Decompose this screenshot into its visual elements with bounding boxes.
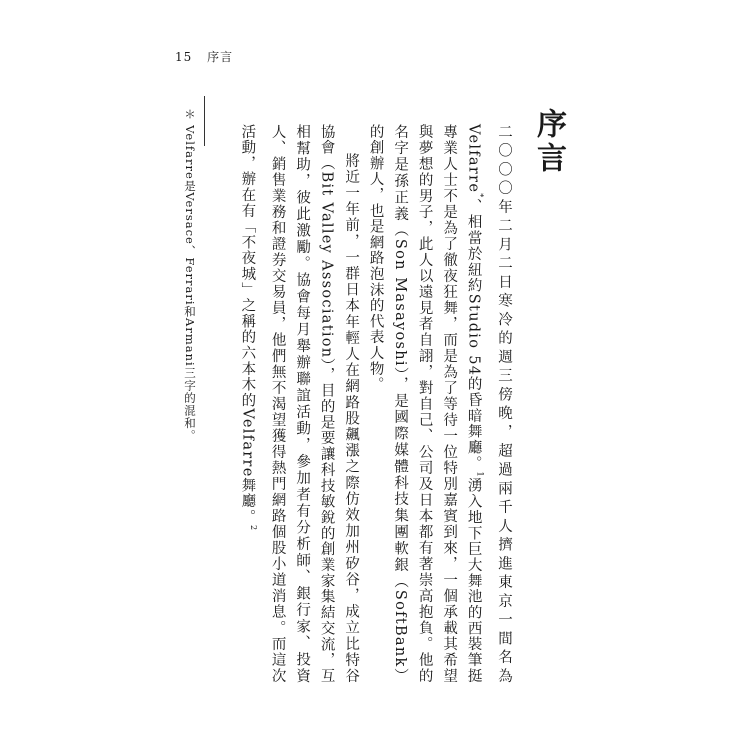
chapter-title: 序言 [531,108,566,176]
header-section: 序言 [207,50,234,64]
footnote-divider [204,96,205,146]
page-number: 15 [175,50,193,64]
body-text [196,124,516,684]
paragraph-1 [363,124,516,684]
footnote-mark: * [475,193,485,199]
paragraph-1-cont: 、相當於紐約Studio 54的昏暗舞廳。 [465,198,482,472]
endnote-ref-2: 2 [249,525,259,532]
paragraph-1-text: 二〇〇〇年二月二日寒冷的週三傍晚，超過兩千人擠進東京一間名為Velfarre [465,124,512,684]
paragraph-2-text: 將近一年前，一群日本年輕人在網路股飆漲之際仿效加州矽谷，成立比特谷協會（Bit Valley Association），目的是要讓科技敏銳的創業家集結交流，互相幫助，彼此激勵。協會每月舉辦聯誼活動，參加者有分析師、銀行家、投資人、銷售業務和證券交易員，他們無不渴望獲得熱門網路個股小道消息。而這次活動，辦在有「不夜城」之稱的六本木的Velfarre舞廳。 [239,124,360,684]
paragraph-1-tail: 湧入地下巨大舞池的西裝筆挺專業人士不是為了徹夜狂舞，而是為了等待一位特別嘉賓到來，一個承載其希望與夢想的男子，此人以遠見者自詡，對自己、公司及日本都有著崇高抱負。他的名字是孫正義（Son Masayoshi），是國際媒體科技集團軟銀（SoftBank）的創辦人，也是網路泡沫的代表人物。 [367,124,482,685]
running-header [175,48,233,65]
endnote-ref-1: 1 [475,471,485,478]
paragraph-2 [235,124,363,684]
footnote: ＊ Velfarre是Versace、Ferrari和Armani三字的混和。 [183,108,197,442]
